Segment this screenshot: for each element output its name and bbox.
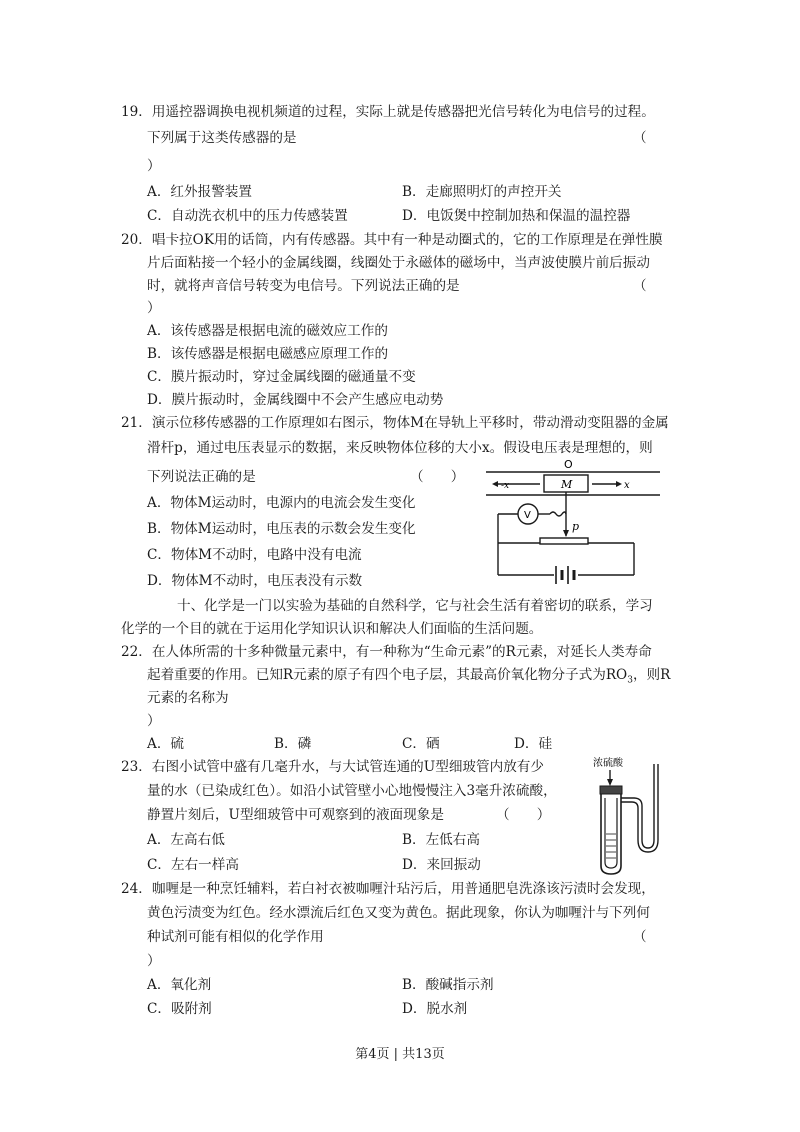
- q22-line2-subscript: 3: [627, 675, 633, 686]
- q22-line2: [147, 666, 670, 690]
- q22-option-c: C．硒: [402, 736, 440, 752]
- q24-line1: 24．咖喱是一种烹饪辅料，若白衬衣被咖喱汁玷污后，用普通肥皂洗涤该污渍时会发现，: [121, 881, 655, 897]
- q20-paren-close: ）: [147, 300, 161, 316]
- q21-option-d: D．物体M不动时，电压表没有示数: [147, 573, 363, 589]
- q21-paren: （ ）: [410, 469, 465, 485]
- fig-label-v: V: [524, 510, 531, 521]
- section10-line2: 化学的一个目的就在于运用化学知识认识和解决人们面临的生活问题。: [121, 621, 543, 637]
- q24-option-d: D．脱水剂: [402, 1001, 468, 1017]
- q24-option-c: C．吸附剂: [147, 1001, 212, 1017]
- page-footer: 第4页 | 共13页: [355, 1047, 445, 1062]
- q24-paren-close: ）: [147, 953, 161, 969]
- q22-option-d: D．硅: [514, 736, 553, 752]
- q24-paren-open: （: [633, 929, 647, 945]
- q24-option-b: B．酸碱指示剂: [402, 977, 494, 993]
- q19-option-d: D．电饭煲中控制加热和保温的温控器: [402, 208, 631, 224]
- displacement-sensor-diagram: [484, 458, 664, 588]
- q21-line1: 21．演示位移传感器的工作原理如右图示，物体M在导轨上平移时，带动滑动变阻器的金属: [121, 415, 669, 431]
- q21-option-c: C．物体M不动时，电路中没有电流: [147, 547, 362, 563]
- q24-option-a: A．氧化剂: [147, 977, 212, 993]
- q22-option-b: B．磷: [274, 736, 312, 752]
- q22-line2-end: ，则R: [632, 667, 671, 683]
- q19-option-b: B．走廊照明灯的声控开关: [402, 184, 562, 200]
- q23-option-c: C．左右一样高: [147, 857, 239, 873]
- q24-line3: 种试剂可能有相似的化学作用: [147, 929, 324, 945]
- q22-paren-close: ）: [147, 713, 161, 729]
- q23-paren: （ ）: [496, 807, 551, 823]
- q22-line1: 22．在人体所需的十多种微量元素中，有一种称为“生命元素”的R元素，对延长人类寿命: [121, 644, 652, 660]
- q19-option-c: C．自动洗衣机中的压力传感装置: [147, 208, 348, 224]
- q20-line3: 时，就将声音信号转变为电信号。下列说法正确的是: [147, 278, 460, 294]
- q22-option-a: A．硫: [147, 736, 185, 752]
- fig-label-m: M: [561, 478, 573, 491]
- q23-line3: 静置片刻后，U型细玻管中可观察到的液面现象是: [147, 807, 444, 823]
- q20-option-d: D．膜片振动时，金属线圈中不会产生感应电动势: [147, 392, 444, 408]
- q23-option-d: D．来回振动: [402, 857, 481, 873]
- q20-option-c: C．膜片振动时，穿过金属线圈的磁通量不变: [147, 369, 416, 385]
- fig-label-acid: 浓硫酸: [593, 758, 623, 769]
- q21-line2: 滑杆p，通过电压表显示的数据，来反映物体位移的大小x。假设电压表是理想的，则: [147, 440, 653, 456]
- q20-line2: 片后面粘接一个轻小的金属线圈，线圈处于永磁体的磁场中，当声波使膜片前后振动: [147, 255, 650, 271]
- q19-line1: 19．用遥控器调换电视机频道的过程，实际上就是传感器把光信号转化为电信号的过程。: [121, 104, 655, 120]
- q20-line1: 20．唱卡拉OK用的话筒，内有传感器。其中有一种是动圈式的，它的工作原理是在弹性膜: [121, 232, 663, 248]
- q21-option-a: A．物体M运动时，电源内的电流会发生变化: [147, 495, 416, 511]
- q21-option-b: B．物体M运动时，电压表的示数会发生变化: [147, 521, 416, 537]
- q20-option-b: B．该传感器是根据电磁感应原理工作的: [147, 346, 389, 362]
- fig-label-minus-x: -x: [501, 481, 510, 491]
- fig-label-p: p: [572, 520, 580, 533]
- q22-line3: 元素的名称为: [147, 690, 229, 706]
- q24-line2: 黄色污渍变为红色。经水漂流后红色又变为黄色。据此现象，你认为咖喱汁与下列何: [147, 905, 650, 921]
- q19-option-a: A．红外报警装置: [147, 184, 252, 200]
- q23-line1: 23．右图小试管中盛有几毫升水，与大试管连通的U型细玻管内放有少: [121, 759, 544, 775]
- q23-option-a: A．左高右低: [147, 832, 225, 848]
- q19-paren-close: ）: [147, 158, 161, 174]
- q19-paren-open: （: [633, 130, 647, 146]
- q22-line2-text: 起着重要的作用。已知R元素的原子有四个电子层，其最高价氧化物分子式为RO: [147, 667, 628, 683]
- section10-line1: 十、化学是一门以实验为基础的自然科学，它与社会生活有着密切的联系，学习: [177, 598, 653, 614]
- q19-line2: 下列属于这类传感器的是: [147, 130, 297, 146]
- fig-label-plus-x: x: [624, 480, 630, 491]
- q20-paren-open: （: [633, 278, 647, 294]
- test-tube-diagram: [592, 754, 664, 876]
- fig-label-o: O: [564, 458, 573, 471]
- q21-line3: 下列说法正确的是: [147, 469, 256, 485]
- q23-line2: 量的水（已染成红色）。如沿小试管壁小心地慢慢注入3毫升浓硫酸，: [147, 783, 557, 799]
- q23-option-b: B．左低右高: [402, 832, 480, 848]
- q20-option-a: A．该传感器是根据电流的磁效应工作的: [147, 323, 388, 339]
